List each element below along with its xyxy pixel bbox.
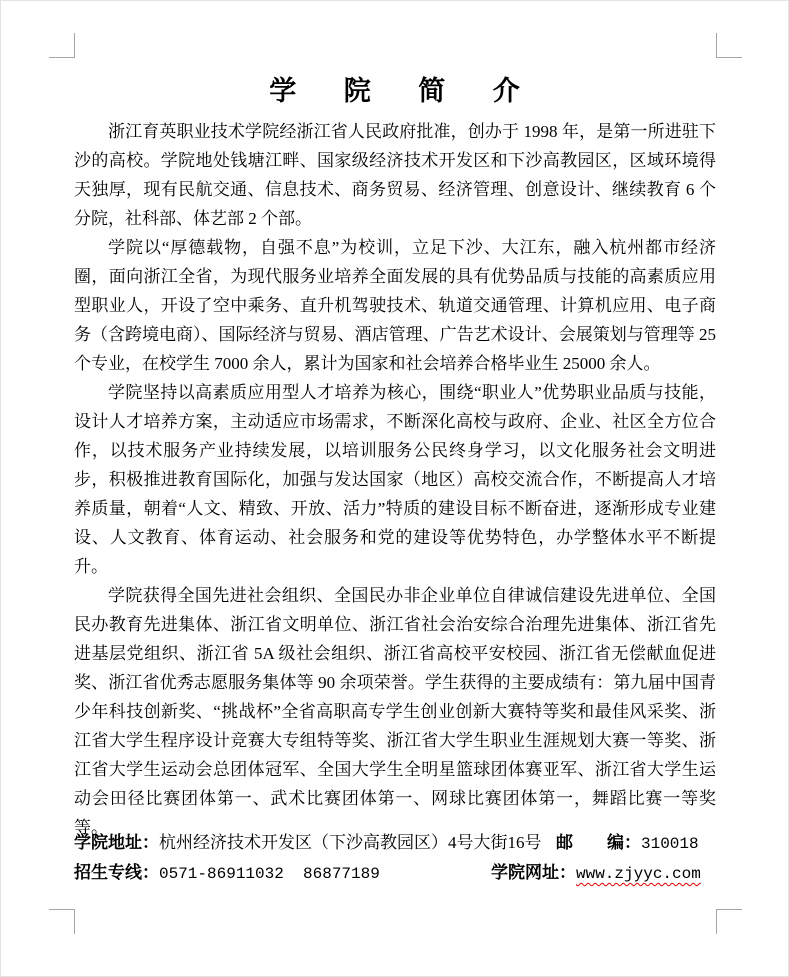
postal-value: 310018 xyxy=(641,835,699,853)
crop-mark-top-left-icon xyxy=(49,33,75,58)
address-value: 杭州经济技术开发区（下沙高教园区）4号大街16号 xyxy=(159,833,542,852)
postal-label: 邮 编： xyxy=(556,833,641,852)
website-label: 学院网址： xyxy=(491,863,576,882)
footer-line-phone-website xyxy=(74,858,716,888)
crop-mark-bottom-left-icon xyxy=(49,909,75,934)
paragraph-honors-awards: 学院获得全国先进社会组织、全国民办非企业单位自律诚信建设先进单位、全国民办教育先进集体、浙江省文明单位、浙江省社会治安综合治理先进集体、浙江省先进基层党组织、浙江省 5A 级社会组织、浙江省高校平安校园、浙江省无偿献血促进奖、浙江省优秀志愿服务集体等 90 余项荣誉。学生获得的主要成绩有：第九届中国青少年科技创新奖、“挑战杯”全省高职高专学生创业创新大赛特等奖和最佳风采奖、浙江省大学生程序设计竞赛大专组特等奖、浙江省大学生职业生涯规划大赛一等奖、浙江省大学生运动会总团体冠军、全国大学生全明星篮球团体赛亚军、浙江省大学生运动会田径比赛团体第一、武术比赛团体第一、网球比赛团体第一，舞蹈比赛一等奖等。 xyxy=(74,586,716,837)
postal-group xyxy=(556,828,699,859)
paragraph-motto-majors: 学院以“厚德载物，自强不息”为校训，立足下沙、大江东，融入杭州都市经济圈，面向浙江全省，为现代服务业培养全面发展的具有优势品质与技能的高素质应用型职业人，开设了空中乘务、直升机驾驶技术、轨道交通管理、计算机应用、电子商务（含跨境电商）、国际经济与贸易、酒店管理、广告艺术设计、会展策划与管理等 25 个专业，在校学生 7000 余人，累计为国家和社会培养合格毕业生 25000 余人。 xyxy=(74,238,716,373)
page-title: 学 院 简 介 xyxy=(269,76,540,106)
document-body xyxy=(74,117,716,842)
paragraph-college-intro: 浙江育英职业技术学院经浙江省人民政府批准，创办于 1998 年，是第一所进驻下沙的高校。学院地处钱塘江畔、国家级经济技术开发区和下沙高教园区，区域环境得天独厚，现有民航交通、信息技术、商务贸易、经济管理、创意设计、继续教育 6 个分院，社科部、体艺部 2 个部。 xyxy=(74,122,716,228)
address-label: 学院地址： xyxy=(74,833,159,852)
paragraph-talent-training: 学院坚持以高素质应用型人才培养为核心，围绕“职业人”优势职业品质与技能，设计人才培养方案，主动适应市场需求，不断深化高校与政府、企业、社区全方位合作，以技术服务产业持续发展，以培训服务公民终身学习，以文化服务社会文明进步，积极推进教育国际化，加强与发达国家（地区）高校交流合作，不断提高人才培养质量，朝着“人文、精致、开放、活力”特质的建设目标不断奋进，逐渐形成专业建设、人文教育、体育运动、社会服务和党的建设等优势特色，办学整体水平不断提升。 xyxy=(74,383,716,576)
phone-value: 0571-86911032 86877189 xyxy=(159,865,380,883)
website-group xyxy=(491,858,701,889)
phone-label: 招生专线： xyxy=(74,863,159,882)
website-value: www.zjyyc.com xyxy=(576,865,701,883)
crop-mark-bottom-right-icon xyxy=(716,909,742,934)
footer-line-address xyxy=(74,828,716,858)
contact-footer xyxy=(74,828,716,888)
crop-mark-top-right-icon xyxy=(716,33,742,58)
